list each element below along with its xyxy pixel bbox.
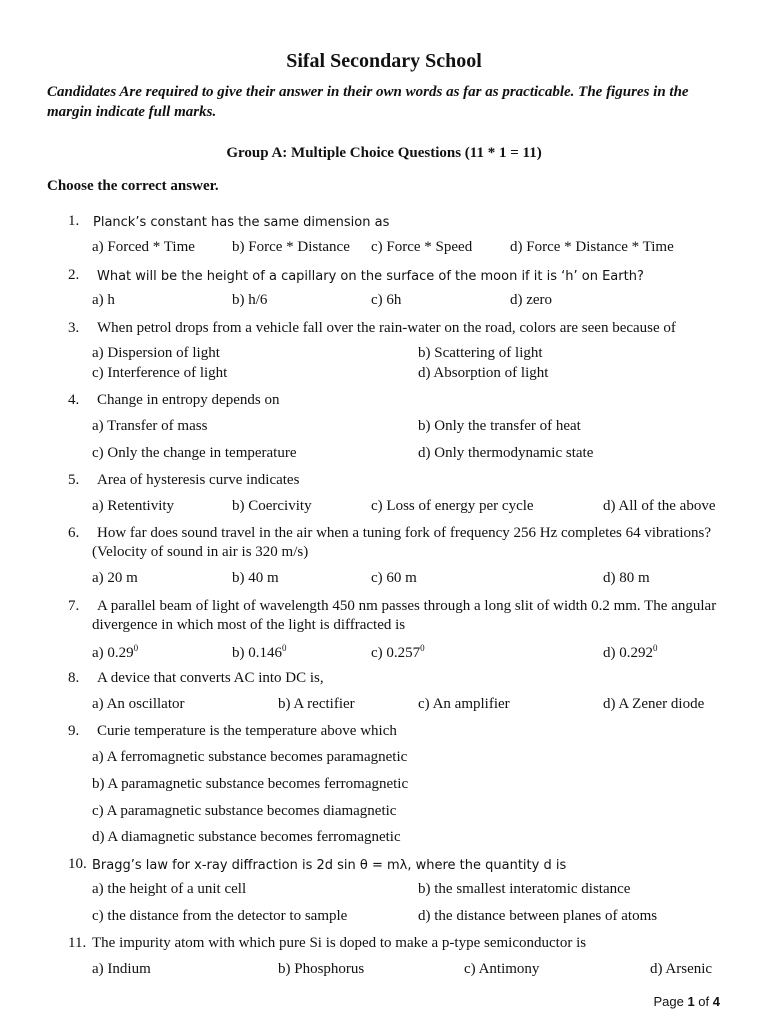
option-a: a) A ferromagnetic substance becomes paramagnetic: [92, 749, 408, 765]
option-c: c) Antimony: [464, 961, 540, 977]
option-value: b) 0.146: [232, 645, 282, 661]
question-text: A parallel beam of light of wavelength 450 nm passes through a long slit of width 0.2 mm. The angular: [97, 598, 717, 614]
page-indicator: [653, 994, 720, 1009]
question-text: The impurity atom with which pure Si is doped to make a p-type semiconductor is: [92, 935, 587, 951]
page-word: Page: [653, 994, 684, 1009]
of-word: of: [698, 994, 710, 1009]
option-a: a) h: [92, 292, 115, 308]
question-text: What will be the height of a capillary on the surface of the moon if it is ‘h’ on Earth?: [97, 269, 644, 284]
option-b: b) the smallest interatomic distance: [418, 881, 631, 897]
option-b: b) 40 m: [232, 570, 279, 586]
option-d: d) 80 m: [603, 570, 650, 586]
question-number: 4.: [68, 392, 80, 408]
school-title: Sifal Secondary School: [286, 50, 482, 72]
question-text: How far does sound travel in the air when a tuning fork of frequency 256 Hz completes 64 vibrations?: [97, 525, 711, 541]
question-text-cont: (Velocity of sound in air is 320 m/s): [92, 544, 309, 560]
option-value: a) 0.29: [92, 645, 134, 661]
question-text: Planck’s constant has the same dimension as: [93, 215, 390, 230]
question-text: Curie temperature is the temperature above which: [97, 723, 397, 739]
option-d: d) Arsenic: [650, 961, 713, 977]
degree-superscript: 0: [653, 643, 658, 653]
question-number: 11.: [68, 935, 87, 951]
option-a: a) Dispersion of light: [92, 345, 220, 361]
question-number: 2.: [68, 267, 80, 283]
question-number: 5.: [68, 472, 80, 488]
question-text: Bragg’s law for x-ray diffraction is 2d sin θ = mλ, where the quantity d is: [92, 858, 567, 873]
option-b: b) A rectifier: [278, 696, 355, 712]
total-pages: 4: [712, 994, 720, 1009]
option-d: d) the distance between planes of atoms: [418, 908, 658, 924]
option-c: c) A paramagnetic substance becomes diamagnetic: [92, 803, 397, 819]
option-a: a) the height of a unit cell: [92, 881, 247, 897]
option-c: c) Loss of energy per cycle: [371, 498, 534, 514]
option-b: b) Force * Distance: [232, 239, 350, 255]
group-heading: Group A: Multiple Choice Questions (11 * 1 = 11): [226, 145, 542, 161]
degree-superscript: 0: [133, 643, 139, 653]
option-b: b) Phosphorus: [278, 961, 365, 977]
degree-superscript: 0: [282, 643, 287, 653]
option-c: c) An amplifier: [418, 696, 510, 712]
current-page: 1: [687, 994, 695, 1009]
option-c: c) Force * Speed: [371, 239, 473, 255]
question-number: 6.: [68, 525, 80, 541]
instructions: Candidates Are required to give their answer in their own words as far as practicable. The figures in the margin indicate full marks.: [47, 84, 689, 120]
option-b: b) h/6: [232, 292, 268, 308]
question-text: Area of hysteresis curve indicates: [97, 472, 300, 488]
question-number: 8.: [68, 670, 80, 686]
option-a: [92, 643, 138, 662]
choose-instruction: Choose the correct answer.: [47, 178, 219, 194]
option-d: d) All of the above: [603, 498, 716, 514]
question-number: 10.: [68, 856, 87, 872]
option-c: [371, 643, 425, 662]
question-text: Change in entropy depends on: [97, 392, 280, 408]
option-a: a) Indium: [92, 961, 151, 977]
question-text: When petrol drops from a vehicle fall over the rain-water on the road, colors are seen because of: [97, 320, 676, 336]
option-d: d) Force * Distance * Time: [510, 239, 674, 255]
degree-superscript: 0: [420, 643, 425, 653]
option-value: d) 0.292: [603, 645, 653, 661]
option-b: b) A paramagnetic substance becomes ferromagnetic: [92, 776, 409, 792]
option-d: d) A Zener diode: [603, 696, 705, 712]
question-number: 9.: [68, 723, 80, 739]
option-b: b) Scattering of light: [418, 345, 543, 361]
option-d: d) Only thermodynamic state: [418, 445, 594, 461]
option-a: a) 20 m: [92, 570, 138, 586]
question-text: A device that converts AC into DC is,: [97, 670, 324, 686]
option-c: c) 60 m: [371, 570, 417, 586]
option-a: a) Retentivity: [92, 498, 175, 514]
question-text-cont: divergence in which most of the light is diffracted is: [92, 617, 406, 633]
option-c: c) 6h: [371, 292, 402, 308]
option-d: d) zero: [510, 292, 553, 308]
option-d: d) Absorption of light: [418, 365, 549, 381]
option-b: b) Only the transfer of heat: [418, 418, 581, 434]
option-d: [603, 643, 658, 662]
option-b: b) Coercivity: [232, 498, 312, 514]
option-c: c) the distance from the detector to sample: [92, 908, 348, 924]
question-number: 7.: [68, 598, 80, 614]
option-c: c) Only the change in temperature: [92, 445, 297, 461]
option-value: c) 0.257: [371, 645, 421, 661]
option-a: a) Forced * Time: [92, 239, 195, 255]
option-d: d) A diamagnetic substance becomes ferromagnetic: [92, 829, 401, 845]
question-number: 3.: [68, 320, 80, 336]
question-number: 1.: [68, 213, 80, 229]
option-c: c) Interference of light: [92, 365, 228, 381]
option-a: a) An oscillator: [92, 696, 185, 712]
option-a: a) Transfer of mass: [92, 418, 208, 434]
option-b: [232, 643, 287, 662]
